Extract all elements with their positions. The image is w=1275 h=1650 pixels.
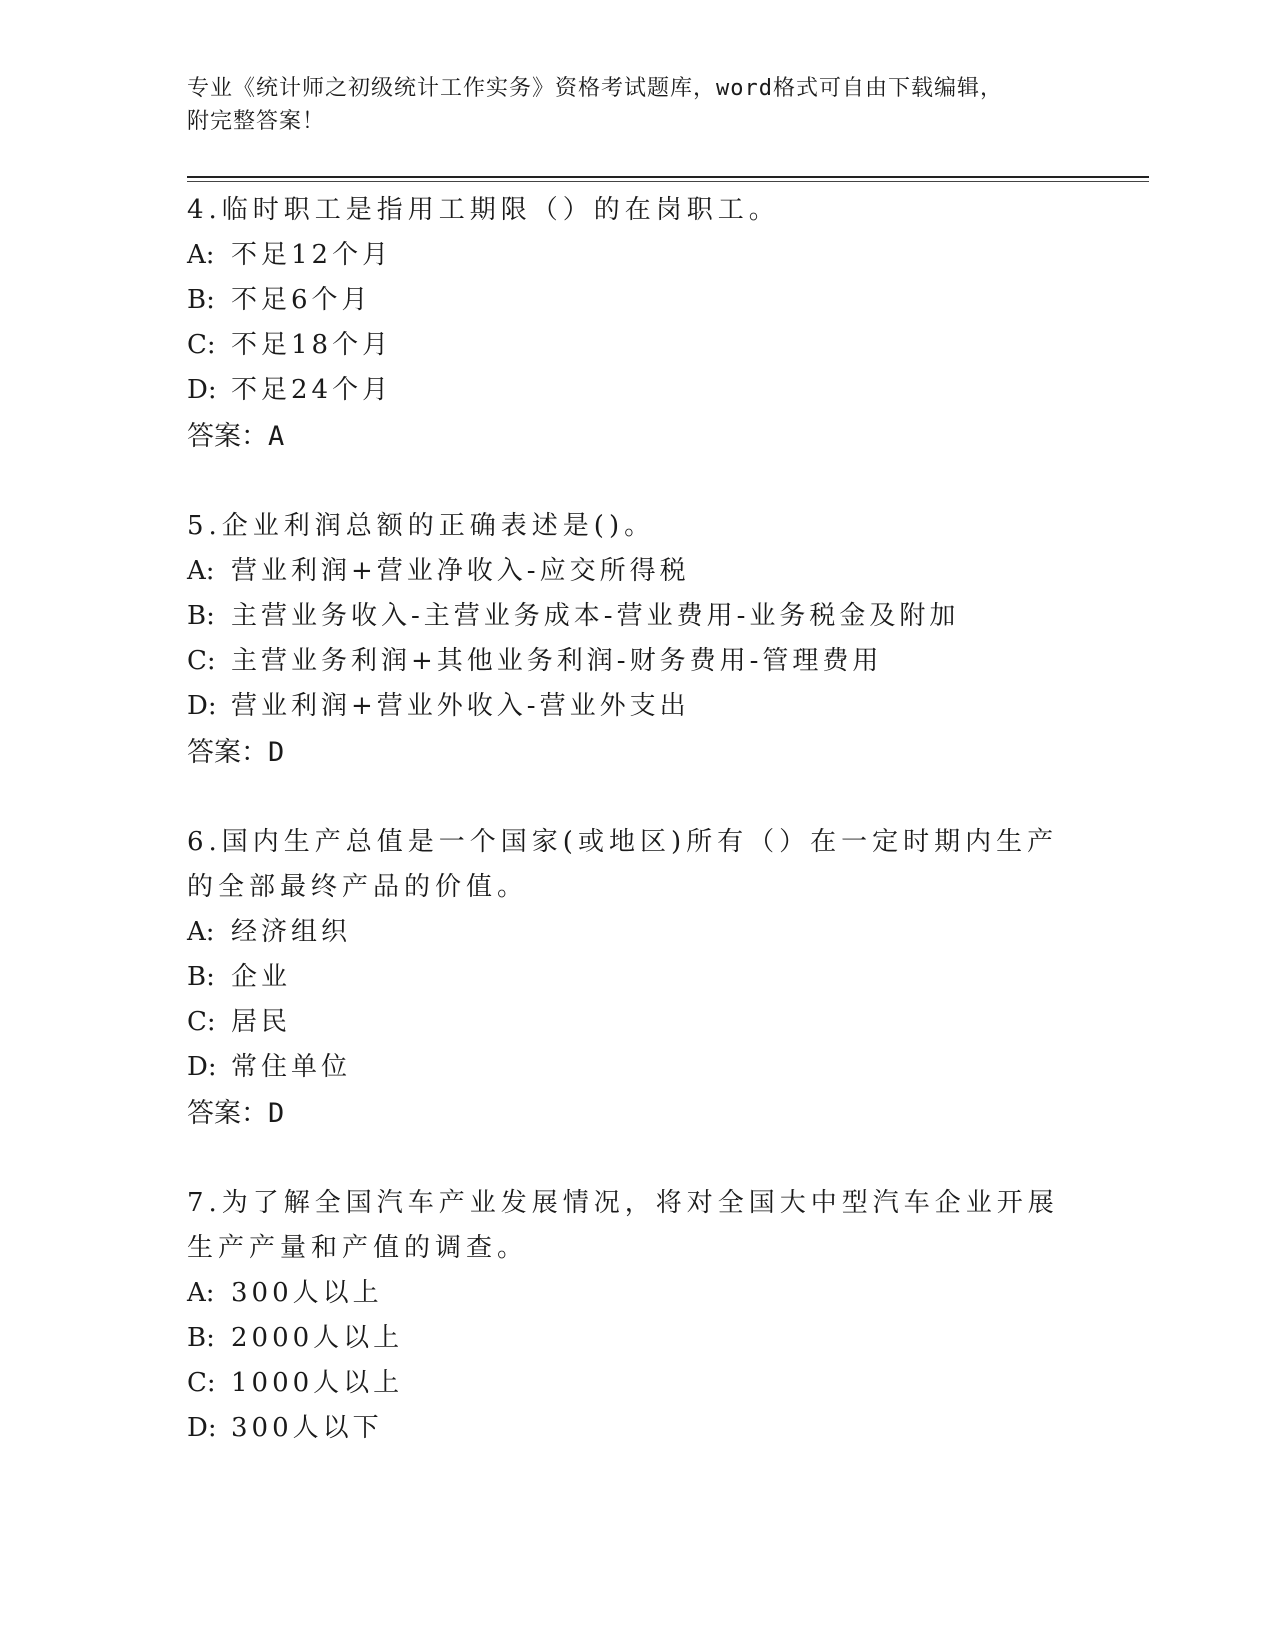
option-c [187, 1000, 1067, 1045]
option-text: 不足6个月 [231, 285, 372, 315]
option-d [187, 368, 1067, 413]
option-letter: D: [187, 691, 217, 721]
option-a [187, 1271, 1067, 1316]
option-text: 主营业务收入-主营业务成本-营业费用-业务税金及附加 [231, 601, 960, 631]
option-letter: A: [187, 240, 215, 270]
option-letter: C: [187, 1007, 216, 1037]
question-item [187, 1181, 1067, 1451]
option-a [187, 910, 1067, 955]
option-letter: B: [187, 1323, 215, 1353]
option-letter: C: [187, 646, 216, 676]
answer-line: 答案：D [187, 1098, 285, 1129]
option-letter: D: [187, 1052, 217, 1082]
option-a [187, 233, 1067, 278]
option-c [187, 1361, 1067, 1406]
header-divider-thin [187, 181, 1149, 182]
option-b [187, 955, 1067, 1000]
option-letter: A: [187, 1278, 215, 1308]
option-d [187, 1045, 1067, 1090]
option-letter: B: [187, 285, 215, 315]
document-header [187, 72, 1067, 138]
option-text: 不足12个月 [231, 240, 393, 270]
option-text: 居民 [231, 1007, 292, 1037]
option-letter: B: [187, 601, 215, 631]
option-d [187, 1406, 1067, 1451]
option-d [187, 684, 1067, 729]
question-list [187, 188, 1067, 1495]
question-item [187, 188, 1067, 460]
option-text: 300人以下 [231, 1413, 383, 1443]
option-b [187, 594, 1067, 639]
option-text: 营业利润+营业净收入-应交所得税 [231, 556, 690, 586]
option-text: 经济组织 [231, 917, 352, 947]
option-text: 主营业务利润+其他业务利润-财务费用-管理费用 [231, 646, 883, 676]
option-a [187, 549, 1067, 594]
question-stem: 6.国内生产总值是一个国家(或地区)所有（）在一定时期内生产的全部最终产品的价值。 [187, 827, 1059, 902]
option-letter: B: [187, 962, 215, 992]
option-text: 不足24个月 [231, 375, 393, 405]
option-c [187, 639, 1067, 684]
question-item [187, 820, 1067, 1137]
option-letter: A: [187, 917, 215, 947]
option-text: 不足18个月 [231, 330, 393, 360]
option-letter: C: [187, 330, 216, 360]
answer-line: 答案：A [187, 421, 285, 452]
option-text: 300人以上 [231, 1278, 383, 1308]
option-letter: C: [187, 1368, 216, 1398]
question-item [187, 504, 1067, 776]
option-text: 企业 [231, 962, 292, 992]
option-c [187, 323, 1067, 368]
option-text: 1000人以上 [231, 1368, 404, 1398]
question-stem: 4.临时职工是指用工期限（）的在岗职工。 [187, 195, 780, 225]
option-letter: A: [187, 556, 215, 586]
header-line-2: 附完整答案！ [187, 109, 326, 134]
option-letter: D: [187, 1413, 217, 1443]
question-stem: 7.为了解全国汽车产业发展情况，将对全国大中型汽车企业开展生产产量和产值的调查。 [187, 1188, 1059, 1263]
option-text: 常住单位 [231, 1052, 352, 1082]
option-letter: D: [187, 375, 217, 405]
option-b [187, 1316, 1067, 1361]
header-line-1: 专业《统计师之初级统计工作实务》资格考试题库，word格式可自由下载编辑， [187, 76, 1003, 101]
option-b [187, 278, 1067, 323]
header-divider-thick [187, 176, 1149, 178]
answer-line: 答案：D [187, 737, 285, 768]
question-stem: 5.企业利润总额的正确表述是()。 [187, 511, 656, 541]
option-text: 2000人以上 [231, 1323, 404, 1353]
option-text: 营业利润+营业外收入-营业外支出 [231, 691, 690, 721]
